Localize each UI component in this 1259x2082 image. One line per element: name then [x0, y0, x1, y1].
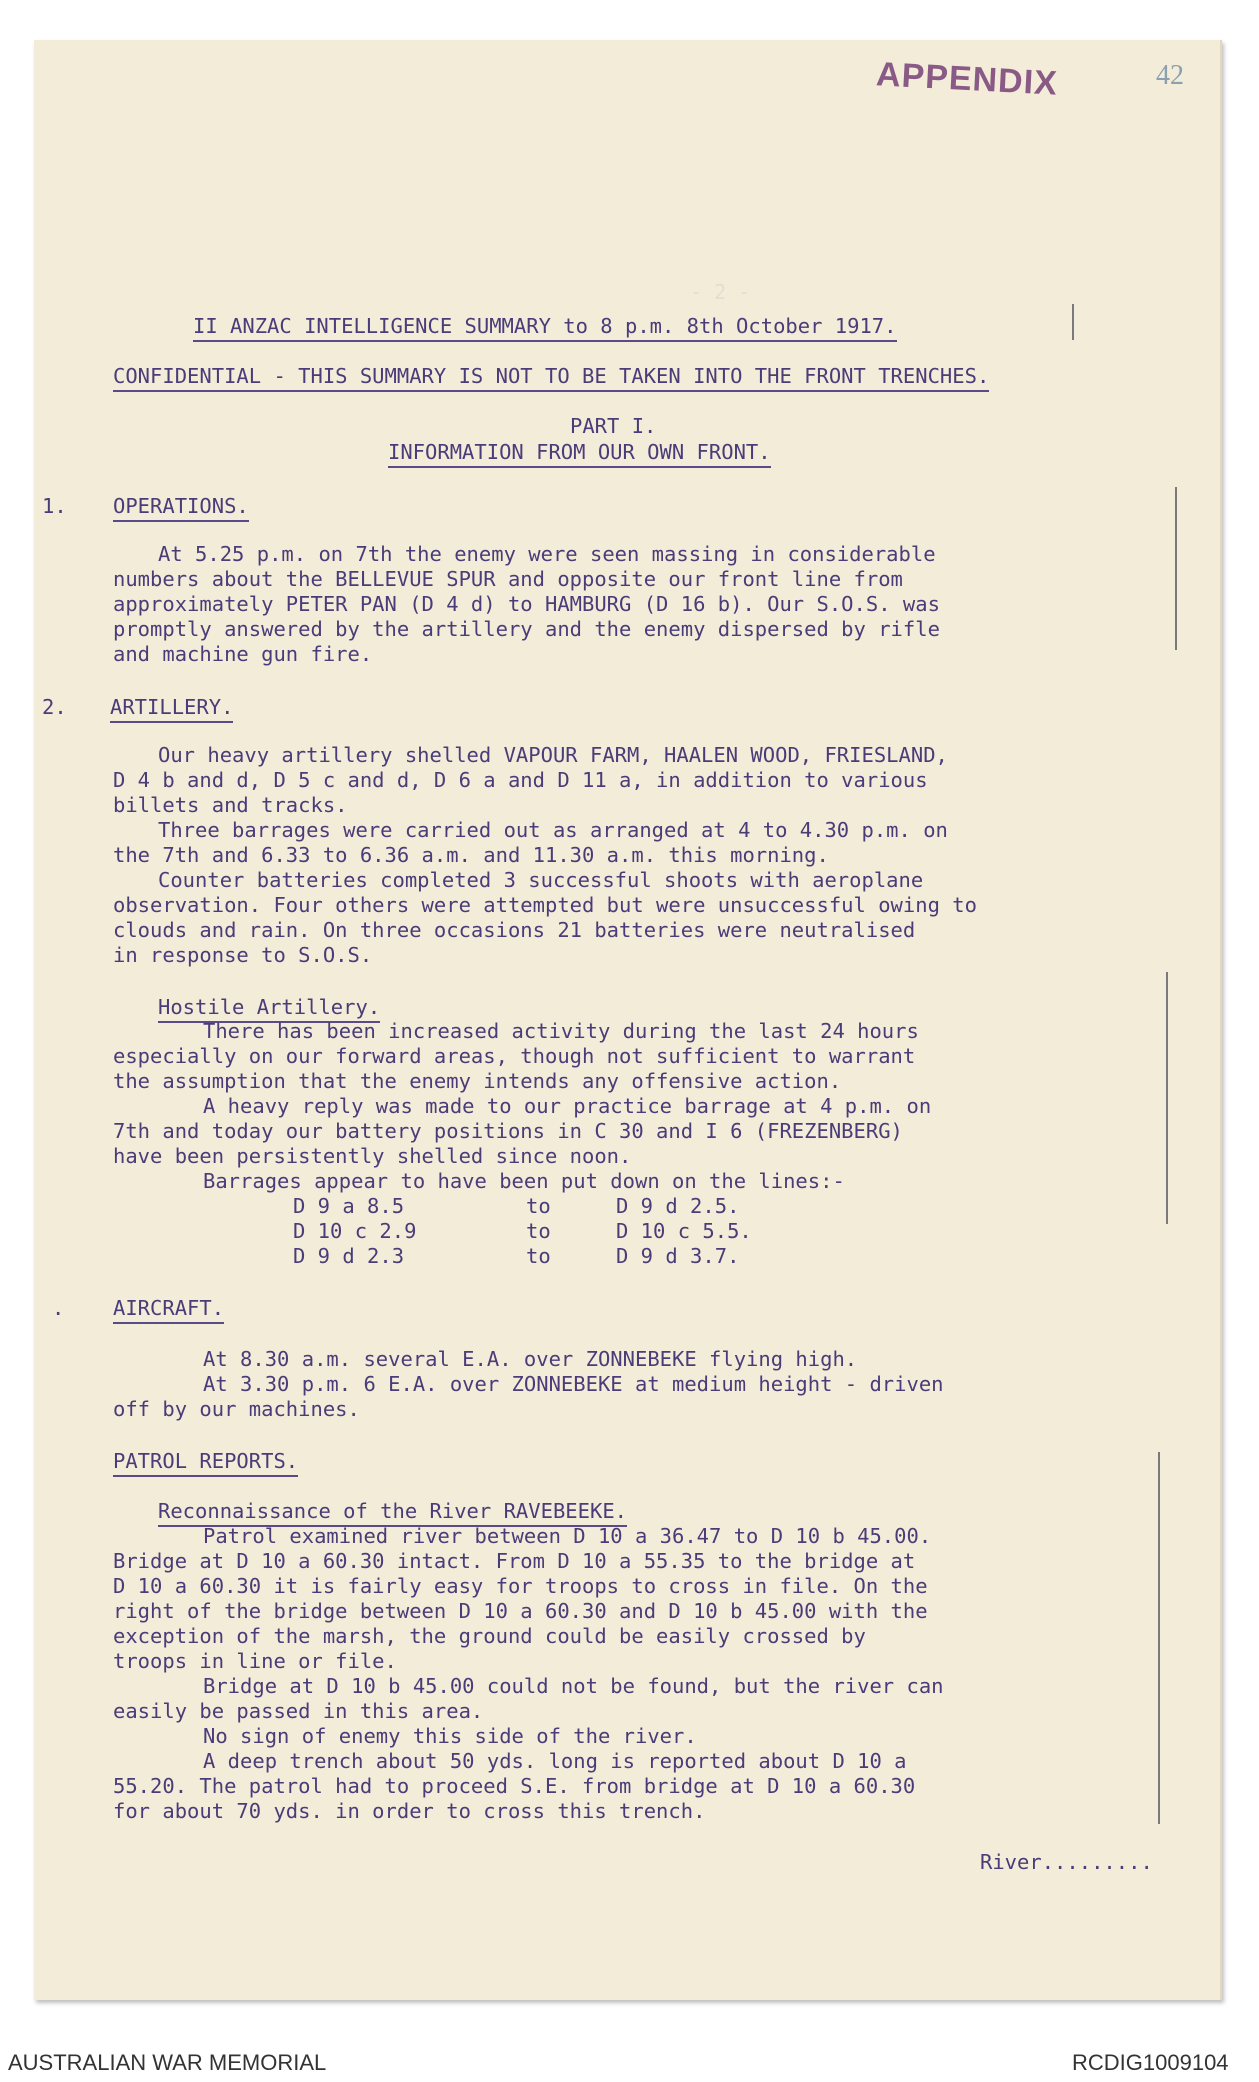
paragraph-line: 55.20. The patrol had to proceed S.E. from bridge at D 10 a 60.30 — [113, 1774, 916, 1798]
barrage-from: D 10 c 2.9 — [293, 1219, 417, 1243]
paragraph-line: approximately PETER PAN (D 4 d) to HAMBURG (D 16 b). Our S.O.S. was — [113, 592, 940, 616]
paragraph-line: Three barrages were carried out as arranged at 4 to 4.30 p.m. on — [158, 818, 948, 842]
section-number: . — [52, 1296, 65, 1320]
section-number: 1. — [42, 494, 67, 518]
paragraph-line: Counter batteries completed 3 successful shoots with aeroplane — [158, 868, 924, 892]
pencil-margin-line — [1072, 304, 1074, 340]
paragraph-line: right of the bridge between D 10 a 60.30 and D 10 b 45.00 with the — [113, 1599, 928, 1623]
part-subtitle: INFORMATION FROM OUR OWN FRONT. — [388, 440, 771, 468]
continuation-catchword: River......... — [980, 1850, 1153, 1874]
barrage-to-word: to — [526, 1194, 551, 1218]
paragraph-line: promptly answered by the artillery and the enemy dispersed by rifle — [113, 617, 940, 641]
section-number: 2. — [42, 695, 67, 719]
paragraph-line: Barrages appear to have been put down on the lines:- — [203, 1169, 845, 1193]
paragraph-line: A deep trench about 50 yds. long is reported about D 10 a — [203, 1749, 907, 1773]
paragraph-line: At 5.25 p.m. on 7th the enemy were seen massing in considerable — [158, 542, 936, 566]
barrage-to: D 9 d 2.5. — [616, 1194, 740, 1218]
paragraph-line: have been persistently shelled since noon. — [113, 1144, 632, 1168]
paragraph-line: the assumption that the enemy intends any offensive action. — [113, 1069, 842, 1093]
barrage-to: D 10 c 5.5. — [616, 1219, 752, 1243]
paragraph-line: D 10 a 60.30 it is fairly easy for troops to cross in file. On the — [113, 1574, 928, 1598]
subheading-reconnaissance: Reconnaissance of the River RAVEBEEKE. — [158, 1499, 627, 1527]
pencil-margin-line — [1175, 487, 1177, 650]
paragraph-line: No sign of enemy this side of the river. — [203, 1724, 697, 1748]
paragraph-line: billets and tracks. — [113, 793, 348, 817]
paragraph-line: observation. Four others were attempted but were unsuccessful owing to — [113, 893, 977, 917]
paragraph-line: At 8.30 a.m. several E.A. over ZONNEBEKE flying high. — [203, 1347, 858, 1371]
section-heading-patrol: PATROL REPORTS. — [113, 1449, 298, 1477]
pencil-margin-line — [1166, 972, 1168, 1224]
barrage-to-word: to — [526, 1244, 551, 1268]
paragraph-line: clouds and rain. On three occasions 21 batteries were neutralised — [113, 918, 916, 942]
footer-reference-id: RCDIG1009104 — [1072, 2050, 1229, 2075]
paragraph-line: in response to S.O.S. — [113, 943, 373, 967]
paragraph-line: There has been increased activity during the last 24 hours — [203, 1019, 919, 1043]
paragraph-line: easily be passed in this area. — [113, 1699, 484, 1723]
section-heading-aircraft: AIRCRAFT. — [113, 1296, 224, 1324]
paragraph-line: Bridge at D 10 b 45.00 could not be found, but the river can — [203, 1674, 944, 1698]
paragraph-line: numbers about the BELLEVUE SPUR and opposite our front line from — [113, 567, 903, 591]
section-heading-operations: OPERATIONS. — [113, 494, 249, 522]
pencil-margin-line — [1158, 1452, 1160, 1824]
paragraph-line: off by our machines. — [113, 1397, 360, 1421]
paragraph-line: A heavy reply was made to our practice barrage at 4 p.m. on — [203, 1094, 932, 1118]
barrage-to: D 9 d 3.7. — [616, 1244, 740, 1268]
paragraph-line: At 3.30 p.m. 6 E.A. over ZONNEBEKE at medium height - driven — [203, 1372, 944, 1396]
barrage-from: D 9 a 8.5 — [293, 1194, 405, 1218]
confidential-notice: CONFIDENTIAL - THIS SUMMARY IS NOT TO BE TAKEN INTO THE FRONT TRENCHES. — [113, 364, 989, 392]
page-number: 42 — [1156, 60, 1184, 91]
paragraph-line: especially on our forward areas, though not sufficient to warrant — [113, 1044, 916, 1068]
paragraph-line: Patrol examined river between D 10 a 36.47 to D 10 b 45.00. — [203, 1524, 932, 1548]
paragraph-line: Our heavy artillery shelled VAPOUR FARM, HAALEN WOOD, FRIESLAND, — [158, 743, 948, 767]
paragraph-line: 7th and today our battery positions in C 30 and I 6 (FREZENBERG) — [113, 1119, 903, 1143]
show-through-texture: - 2 - — [690, 280, 751, 304]
paragraph-line: exception of the marsh, the ground could be easily crossed by — [113, 1624, 866, 1648]
subheading-hostile-artillery: Hostile Artillery. — [158, 995, 380, 1023]
paragraph-line: troops in line or file. — [113, 1649, 397, 1673]
paragraph-line: Bridge at D 10 a 60.30 intact. From D 10 a 55.35 to the bridge at — [113, 1549, 916, 1573]
paragraph-line: D 4 b and d, D 5 c and d, D 6 a and D 11 a, in addition to various — [113, 768, 928, 792]
barrage-from: D 9 d 2.3 — [293, 1244, 405, 1268]
appendix-stamp: APPENDIX — [875, 55, 1059, 103]
paragraph-line: the 7th and 6.33 to 6.36 a.m. and 11.30 a.m. this morning. — [113, 843, 829, 867]
summary-title: II ANZAC INTELLIGENCE SUMMARY to 8 p.m. 8th October 1917. — [193, 314, 897, 342]
section-heading-artillery: ARTILLERY. — [110, 695, 233, 723]
footer-institution: AUSTRALIAN WAR MEMORIAL — [8, 2050, 327, 2075]
part-heading: PART I. — [570, 414, 657, 438]
barrage-to-word: to — [526, 1219, 551, 1243]
paragraph-line: and machine gun fire. — [113, 642, 373, 666]
paragraph-line: for about 70 yds. in order to cross this trench. — [113, 1799, 706, 1823]
